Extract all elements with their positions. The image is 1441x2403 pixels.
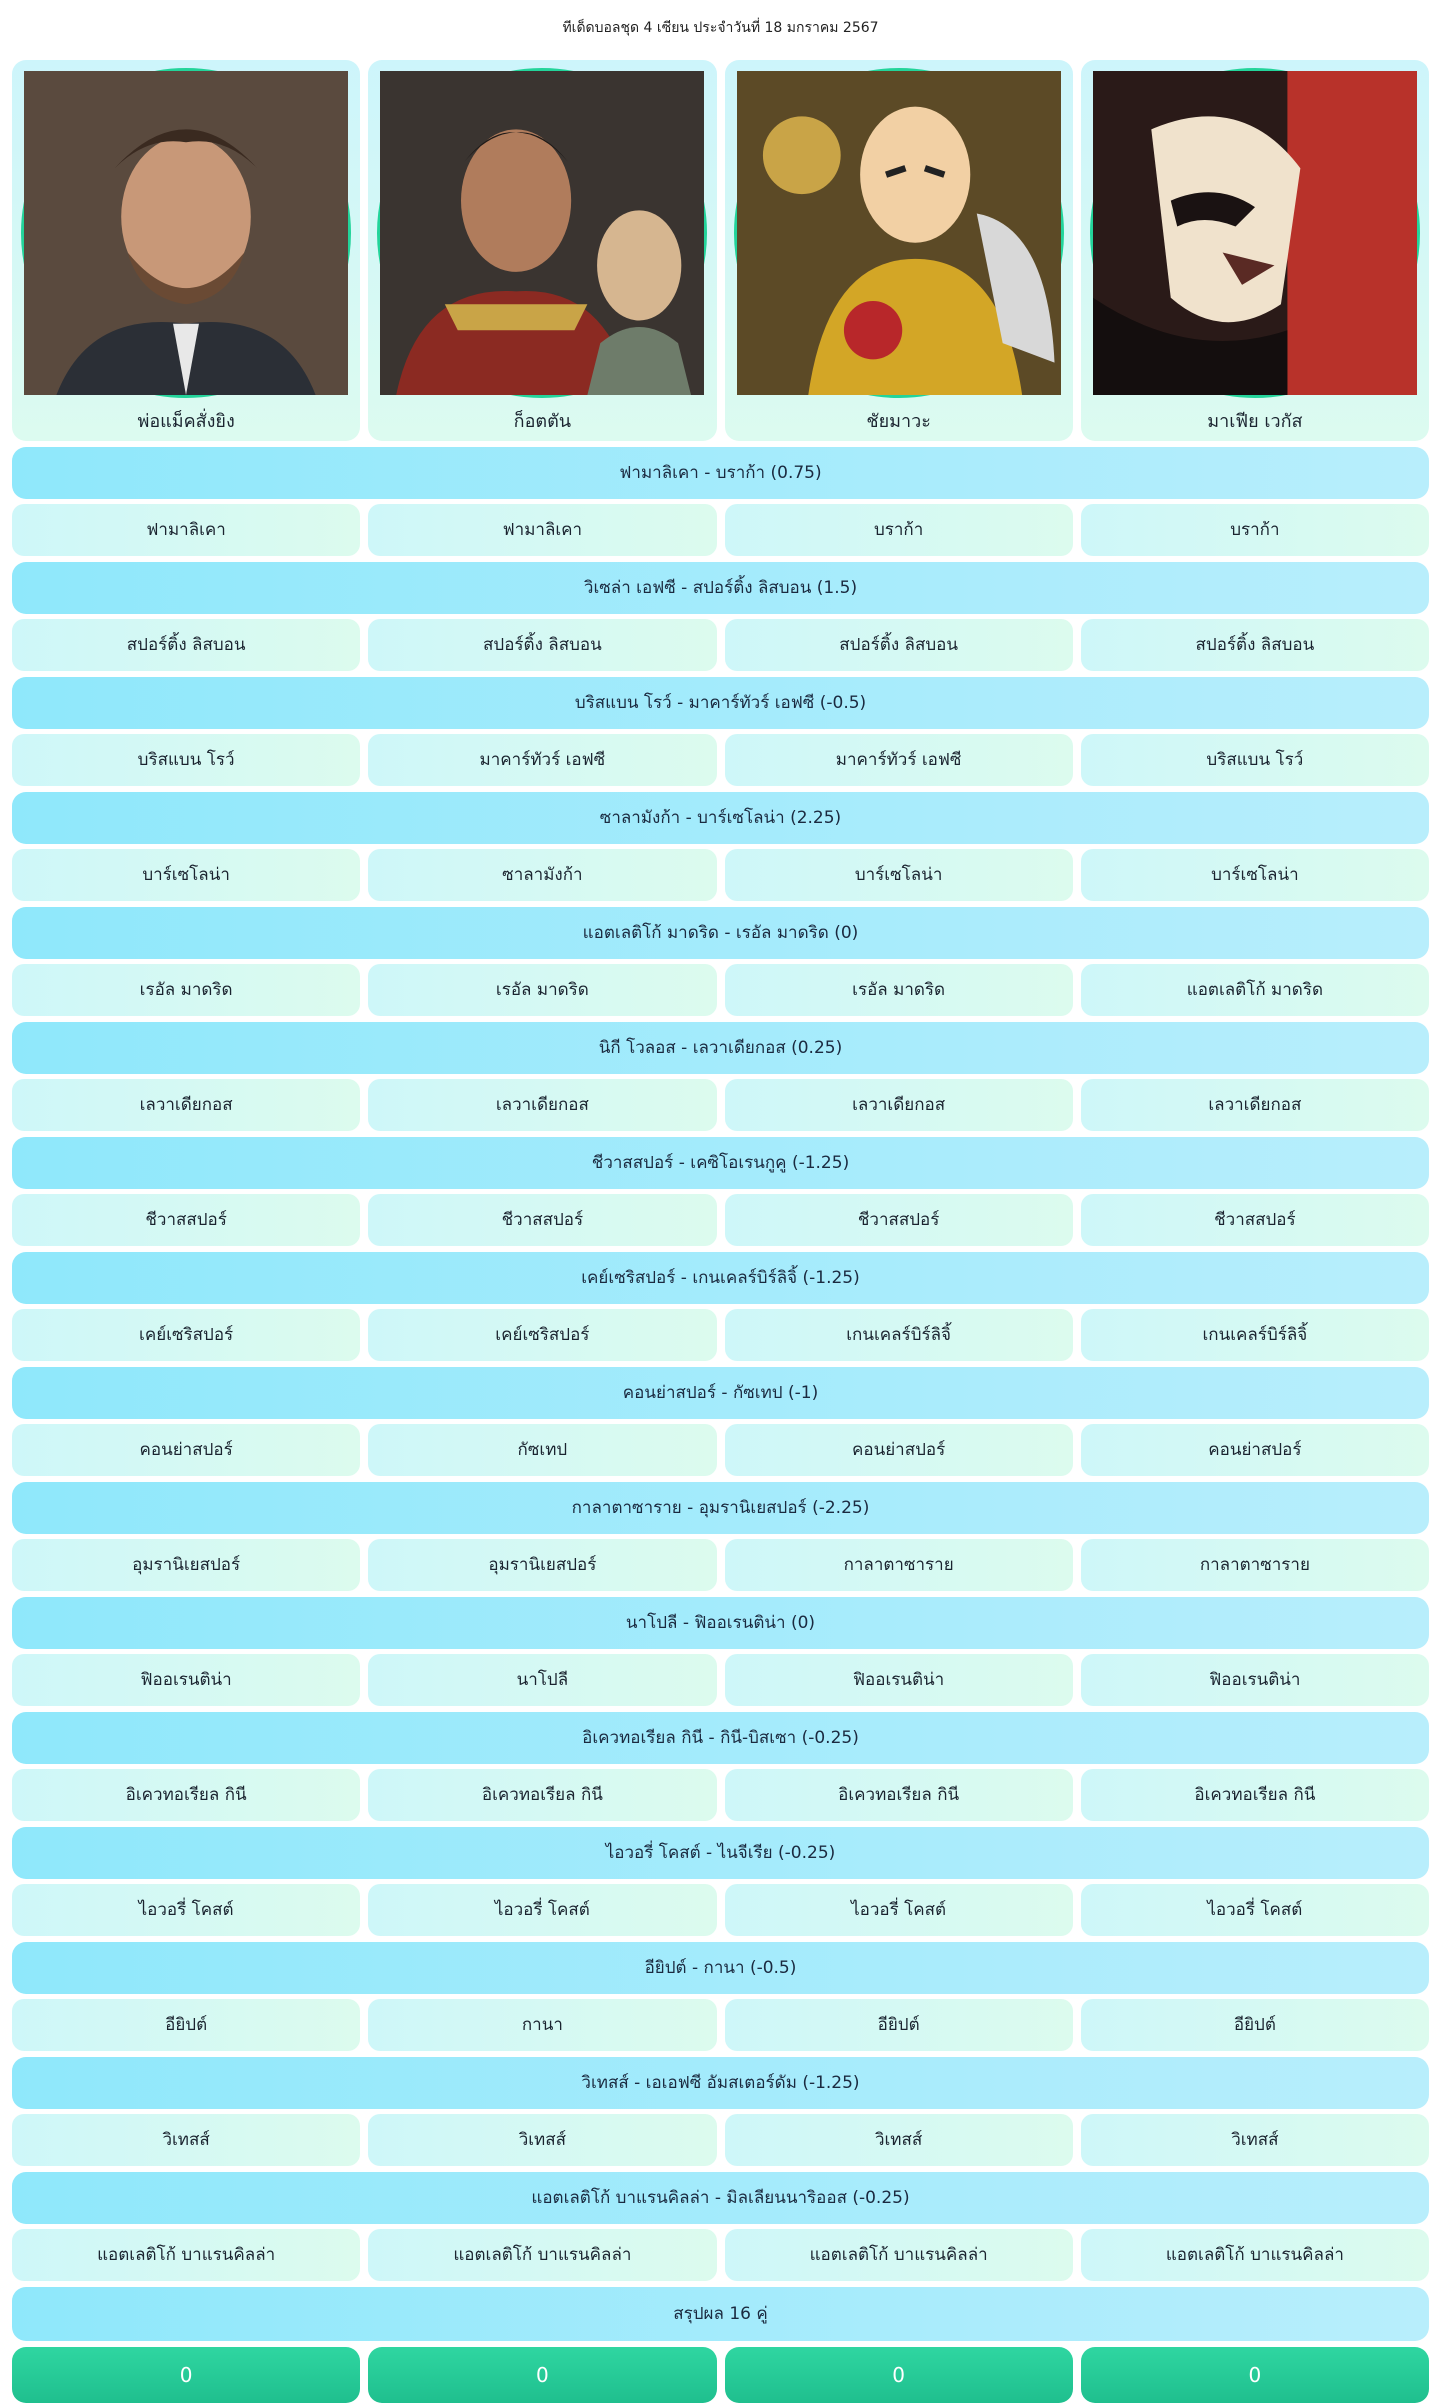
expert-pick: ฟิออเรนติน่า [1081,1654,1429,1706]
expert-pick: เลวาเดียกอส [1081,1079,1429,1131]
pick-row [12,1884,1429,1936]
match-title: ไอวอรี่ โคสต์ - ไนจีเรีย (-0.25) [12,1827,1429,1879]
matches-list [12,447,1429,2281]
pick-row [12,1539,1429,1591]
expert-pick: วิเทสส์ [368,2114,716,2166]
expert-pick: ชีวาสสปอร์ [1081,1194,1429,1246]
expert-pick: บาร์เซโลน่า [12,849,360,901]
pick-row [12,2114,1429,2166]
pick-row [12,734,1429,786]
match-title: อียิปต์ - กานา (-0.5) [12,1942,1429,1994]
expert-pick: แอตเลติโก้ มาดริด [1081,964,1429,1016]
expert-name: พ่อแม็คสั่งยิง [137,411,235,432]
pick-row [12,619,1429,671]
expert-pick: วิเทสส์ [12,2114,360,2166]
expert-pick: มาคาร์ทัวร์ เอฟซี [725,734,1073,786]
expert-pick: สปอร์ติ้ง ลิสบอน [12,619,360,671]
expert-pick: ฟิออเรนติน่า [725,1654,1073,1706]
expert-pick: ฟามาลิเคา [12,504,360,556]
expert-card [12,60,360,441]
expert-avatar-icon [21,68,351,398]
expert-score: 0 [12,2347,360,2403]
expert-pick: ซาลามังก้า [368,849,716,901]
expert-pick: กัซเทป [368,1424,716,1476]
expert-pick: อุมรานิเยสปอร์ [12,1539,360,1591]
match-title: คอนย่าสปอร์ - กัซเทป (-1) [12,1367,1429,1419]
expert-pick: เกนเคลร์บิร์ลิจิ้ [725,1309,1073,1361]
match-title: อิเควทอเรียล กินี - กินี-บิสเซา (-0.25) [12,1712,1429,1764]
expert-pick: บราก้า [725,504,1073,556]
expert-pick: วิเทสส์ [725,2114,1073,2166]
pick-row [12,849,1429,901]
pick-row [12,1654,1429,1706]
expert-pick: สปอร์ติ้ง ลิสบอน [725,619,1073,671]
pick-row [12,2229,1429,2281]
expert-pick: เคย์เซริสปอร์ [368,1309,716,1361]
page-title: ทีเด็ดบอลชุด 4 เซียน ประจำวันที่ 18 มกราคม 2567 [562,20,879,36]
experts-row [12,60,1429,441]
expert-pick: อิเควทอเรียล กินี [1081,1769,1429,1821]
expert-pick: มาคาร์ทัวร์ เอฟซี [368,734,716,786]
expert-pick: เกนเคลร์บิร์ลิจิ้ [1081,1309,1429,1361]
expert-pick: บริสแบน โรว์ [12,734,360,786]
summary-label: สรุปผล 16 คู่ [12,2287,1429,2341]
pick-row [12,1079,1429,1131]
expert-pick: กานา [368,1999,716,2051]
match-title: ซาลามังก้า - บาร์เซโลน่า (2.25) [12,792,1429,844]
expert-pick: คอนย่าสปอร์ [725,1424,1073,1476]
expert-pick: แอตเลติโก้ บาแรนคิลล่า [1081,2229,1429,2281]
pick-row [12,504,1429,556]
match-title: กาลาตาซาราย - อุมรานิเยสปอร์ (-2.25) [12,1482,1429,1534]
expert-name: ชัยมาวะ [866,411,931,432]
expert-pick: เลวาเดียกอส [368,1079,716,1131]
expert-score: 0 [368,2347,716,2403]
expert-pick: อิเควทอเรียล กินี [725,1769,1073,1821]
expert-pick: ไอวอรี่ โคสต์ [12,1884,360,1936]
expert-pick: ไอวอรี่ โคสต์ [725,1884,1073,1936]
expert-pick: สปอร์ติ้ง ลิสบอน [368,619,716,671]
expert-pick: นาโปลี [368,1654,716,1706]
expert-pick: กาลาตาซาราย [1081,1539,1429,1591]
match-title: นิกี โวลอส - เลวาเดียกอส (0.25) [12,1022,1429,1074]
expert-pick: อียิปต์ [1081,1999,1429,2051]
expert-pick: เรอัล มาดริด [12,964,360,1016]
match-title: แอตเลติโก้ บาแรนคิลล่า - มิลเลียนนาริออส (-0.25) [12,2172,1429,2224]
pick-row [12,1194,1429,1246]
expert-name: ก็อตตัน [513,411,572,432]
expert-pick: เคย์เซริสปอร์ [12,1309,360,1361]
expert-avatar-icon [734,68,1064,398]
expert-avatar-icon [1090,68,1420,398]
expert-card [1081,60,1429,441]
score-row [12,2347,1429,2403]
match-title: วิเทสส์ - เอเอฟซี อัมสเตอร์ดัม (-1.25) [12,2057,1429,2109]
pick-row [12,1424,1429,1476]
expert-pick: อิเควทอเรียล กินี [368,1769,716,1821]
expert-pick: บาร์เซโลน่า [1081,849,1429,901]
expert-pick: แอตเลติโก้ บาแรนคิลล่า [368,2229,716,2281]
expert-pick: ชีวาสสปอร์ [368,1194,716,1246]
match-title: บริสแบน โรว์ - มาคาร์ทัวร์ เอฟซี (-0.5) [12,677,1429,729]
expert-pick: ชีวาสสปอร์ [725,1194,1073,1246]
expert-pick: อียิปต์ [725,1999,1073,2051]
expert-pick: บราก้า [1081,504,1429,556]
expert-pick: ไอวอรี่ โคสต์ [1081,1884,1429,1936]
expert-pick: ฟิออเรนติน่า [12,1654,360,1706]
expert-card [368,60,716,441]
expert-pick: คอนย่าสปอร์ [12,1424,360,1476]
expert-pick: แอตเลติโก้ บาแรนคิลล่า [725,2229,1073,2281]
pick-row [12,1999,1429,2051]
expert-pick: เลวาเดียกอส [12,1079,360,1131]
expert-pick: เรอัล มาดริด [725,964,1073,1016]
expert-pick: อุมรานิเยสปอร์ [368,1539,716,1591]
expert-score: 0 [725,2347,1073,2403]
expert-pick: บริสแบน โรว์ [1081,734,1429,786]
match-title: ฟามาลิเคา - บราก้า (0.75) [12,447,1429,499]
expert-pick: อียิปต์ [12,1999,360,2051]
pick-row [12,1769,1429,1821]
expert-pick: เรอัล มาดริด [368,964,716,1016]
expert-pick: บาร์เซโลน่า [725,849,1073,901]
expert-avatar-icon [377,68,707,398]
pick-row [12,964,1429,1016]
pick-row [12,1309,1429,1361]
expert-pick: ไอวอรี่ โคสต์ [368,1884,716,1936]
expert-pick: อิเควทอเรียล กินี [12,1769,360,1821]
expert-pick: วิเทสส์ [1081,2114,1429,2166]
expert-score: 0 [1081,2347,1429,2403]
match-title: เคย์เซริสปอร์ - เกนเคลร์บิร์ลิจิ้ (-1.25) [12,1252,1429,1304]
expert-pick: สปอร์ติ้ง ลิสบอน [1081,619,1429,671]
expert-name: มาเฟีย เวกัส [1207,411,1303,432]
expert-pick: แอตเลติโก้ บาแรนคิลล่า [12,2229,360,2281]
expert-pick: ชีวาสสปอร์ [12,1194,360,1246]
expert-pick: กาลาตาซาราย [725,1539,1073,1591]
match-title: ชีวาสสปอร์ - เคซิโอเรนกูคู (-1.25) [12,1137,1429,1189]
match-title: แอตเลติโก้ มาดริด - เรอัล มาดริด (0) [12,907,1429,959]
expert-pick: ฟามาลิเคา [368,504,716,556]
expert-pick: เลวาเดียกอส [725,1079,1073,1131]
match-title: นาโปลี - ฟิออเรนติน่า (0) [12,1597,1429,1649]
expert-pick: คอนย่าสปอร์ [1081,1424,1429,1476]
expert-card [725,60,1073,441]
match-title: วิเซล่า เอฟซี - สปอร์ติ้ง ลิสบอน (1.5) [12,562,1429,614]
